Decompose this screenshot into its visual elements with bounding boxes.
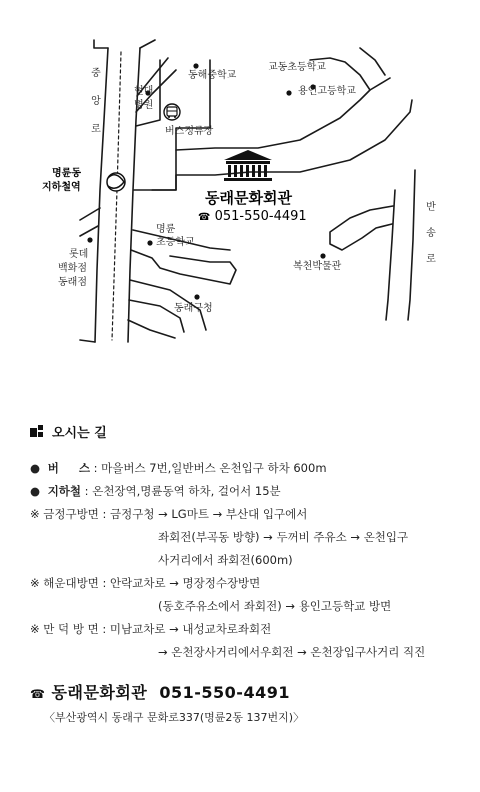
subway-text: : 온천장역,명륜동역 하차, 걸어서 15분 xyxy=(81,484,281,498)
label-subway-1: 명륜동 xyxy=(52,168,81,179)
subway-label: 지하철 xyxy=(47,484,82,498)
dongnae-office-dot xyxy=(194,294,199,299)
directions-title: 오시는 길 xyxy=(52,426,107,441)
road-bansong-1: 반 xyxy=(426,202,436,213)
label-donghae-middle: 동해중학교 xyxy=(188,70,237,81)
directions-section xyxy=(30,422,470,725)
geumjeong-line-1: ※ 금정구방면 : 금정구청 → LG마트 → 부산대 입구에서 xyxy=(30,507,308,521)
label-subway-2: 지하철역 xyxy=(42,182,81,193)
contact-phone: 051-550-4491 xyxy=(159,683,290,702)
label-bus-stop: 버스정류장 xyxy=(165,126,214,137)
label-lotte-2: 백화점 xyxy=(58,263,87,274)
mandeok-line-1: ※ 만 덕 방 면 : 미남교차로 → 내성교차로좌회전 xyxy=(30,622,272,636)
contact-phone-icon: ☎ xyxy=(30,687,46,701)
label-dongdong-elem: 교동초등학교 xyxy=(268,62,326,73)
location-map xyxy=(0,0,480,390)
label-hyundai-2: 병원 xyxy=(134,100,154,111)
road-bansong-3: 로 xyxy=(426,254,436,265)
bus-text: : 마을버스 7번,일반버스 온천입구 하차 600m xyxy=(89,461,327,475)
subway-line xyxy=(112,52,121,340)
label-hyundai-1: 현대 xyxy=(134,86,154,97)
label-myeongnyun-1: 명륜 xyxy=(156,224,176,235)
road-central-1: 중 xyxy=(91,68,101,79)
label-lotte-3: 동래점 xyxy=(58,277,87,288)
label-lotte-1: 롯데 xyxy=(69,249,89,260)
venue-road-top xyxy=(176,78,390,150)
bus-stop-icon xyxy=(164,104,180,120)
geumjeong-line-2: 좌회전(부곡동 방향) → 두꺼비 주유소 → 온천입구 xyxy=(158,530,409,544)
venue-road-bottom xyxy=(152,100,412,190)
venue-phone-line xyxy=(198,209,307,226)
yongin-high-dot xyxy=(286,90,291,95)
contact-name: 동래문화회관 xyxy=(51,683,148,702)
address: 〈부산광역시 동래구 문화로337(명륜2동 137번지)〉 xyxy=(44,711,305,724)
lotte-dot xyxy=(87,237,92,242)
bus-label: 버 스 xyxy=(47,461,90,475)
heading-bullet-icon xyxy=(30,425,44,439)
mandeok-line-2: → 온천장사거리에서우회전 → 온천장입구사거리 직진 xyxy=(158,645,426,659)
label-yongin-high: 용인고등학교 xyxy=(298,86,356,97)
myeongnyun-elem-dot xyxy=(147,240,152,245)
subway-directions xyxy=(30,480,470,503)
venue-phone: 051-550-4491 xyxy=(214,209,307,224)
bullet-icon: ● xyxy=(30,484,41,498)
bus-directions xyxy=(30,457,470,480)
right-road-right-edge xyxy=(408,170,415,320)
directions-heading xyxy=(30,422,470,441)
geumjeong-line-3: 사거리에서 좌회전(600m) xyxy=(158,553,293,567)
northwest-road xyxy=(94,40,155,48)
road-central-3: 로 xyxy=(91,124,101,135)
label-bokcheon-museum: 복천박물관 xyxy=(293,261,342,272)
road-central-2: 앙 xyxy=(91,96,101,107)
donghae-middle-dot xyxy=(193,63,198,68)
museum-loop xyxy=(330,206,393,250)
venue-building-icon xyxy=(224,150,272,181)
haeundae-line-1: ※ 해운대방면 : 안락교차로 → 명장정수장방면 xyxy=(30,576,261,590)
phone-icon: ☎ xyxy=(198,212,211,223)
subway-station-icon xyxy=(107,173,125,191)
haeundae-line-2: (동호주유소에서 좌회전) → 용인고등학교 방면 xyxy=(158,599,392,613)
label-myeongnyun-2: 초등학교 xyxy=(156,237,195,248)
bullet-icon: ● xyxy=(30,461,41,475)
road-bansong-2: 송 xyxy=(426,228,436,239)
venue-name: 동래문화회관 xyxy=(205,189,292,207)
bokcheon-museum-dot xyxy=(320,253,325,258)
contact-line xyxy=(30,680,470,703)
right-road-left-edge xyxy=(386,190,395,320)
label-dongnae-office: 동래구청 xyxy=(174,303,213,314)
